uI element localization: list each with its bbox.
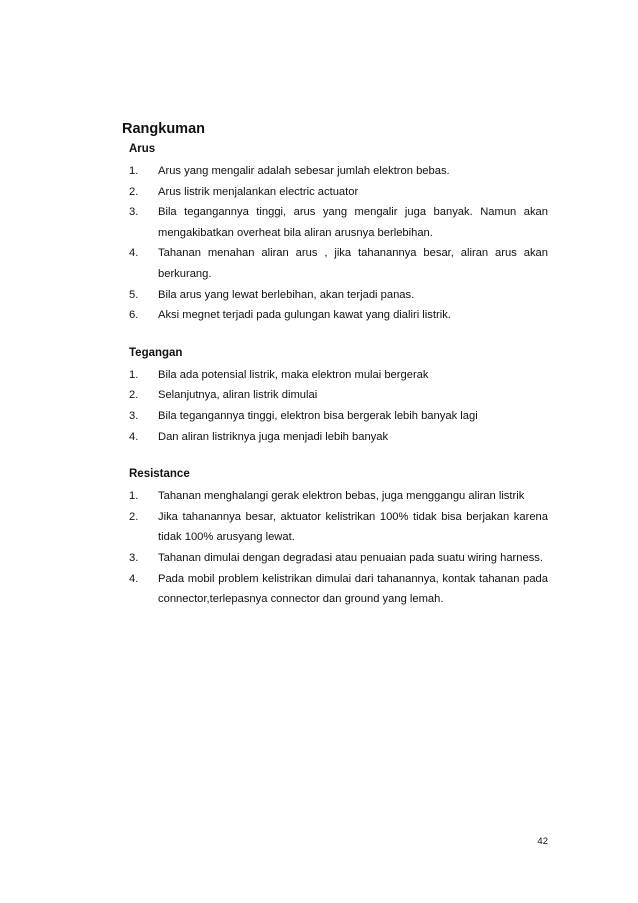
list-item xyxy=(129,427,548,448)
item-text: Tahanan menghalangi gerak elektron bebas, juga menggangu aliran listrik xyxy=(158,490,525,503)
page-title: Rangkuman xyxy=(122,121,205,137)
item-number: 2. xyxy=(129,185,139,198)
item-text: Bila arus yang lewat berlebihan, akan terjadi panas. xyxy=(158,288,415,301)
list-item xyxy=(129,507,548,548)
summary-content xyxy=(129,142,548,630)
item-number: 3. xyxy=(129,409,139,422)
item-text: Selanjutnya, aliran listrik dimulai xyxy=(158,389,318,402)
list-item xyxy=(129,569,548,610)
section-tegangan xyxy=(129,346,548,447)
list-item xyxy=(129,385,548,406)
section-arus xyxy=(129,142,548,326)
item-number: 6. xyxy=(129,309,139,322)
section-resistance xyxy=(129,467,548,610)
item-number: 2. xyxy=(129,389,139,402)
item-text: Bila ada potensial listrik, maka elektron mulai bergerak xyxy=(158,368,429,381)
item-text: Jika tahanannya besar, aktuator kelistrikan 100% tidak bisa berjakan karena tidak 100% arusyang lewat. xyxy=(158,510,548,544)
item-text: Aksi megnet terjadi pada gulungan kawat yang dialiri listrik. xyxy=(158,309,451,322)
page-number: 42 xyxy=(537,836,548,847)
section-heading: Resistance xyxy=(129,468,190,481)
item-number: 4. xyxy=(129,430,139,443)
item-text: Tahanan dimulai dengan degradasi atau penuaian pada suatu wiring harness. xyxy=(158,551,544,564)
list-item xyxy=(129,161,548,182)
list-item xyxy=(129,406,548,427)
list-item xyxy=(129,486,548,507)
list-item xyxy=(129,305,548,326)
item-number: 1. xyxy=(129,490,139,503)
item-number: 3. xyxy=(129,206,139,219)
item-text: Tahanan menahan aliran arus , jika tahanannya besar, aliran arus akan berkurang. xyxy=(158,247,548,280)
list-item xyxy=(129,202,548,243)
list-item xyxy=(129,182,548,203)
item-number: 2. xyxy=(129,510,139,523)
item-text: Bila tegangannya tinggi, elektron bisa bergerak lebih banyak lagi xyxy=(158,409,478,422)
section-heading: Arus xyxy=(129,143,156,155)
item-number: 4. xyxy=(129,247,139,260)
item-text: Pada mobil problem kelistrikan dimulai dari tahanannya, kontak tahanan pada connector,terlepasnya connector dan ground yang lemah. xyxy=(158,572,548,606)
item-number: 5. xyxy=(129,288,139,301)
list-item xyxy=(129,285,548,306)
list-item xyxy=(129,243,548,284)
item-text: Dan aliran listriknya juga menjadi lebih banyak xyxy=(158,430,389,443)
item-text: Arus yang mengalir adalah sebesar jumlah elektron bebas. xyxy=(158,165,450,177)
item-number: 3. xyxy=(129,551,139,564)
item-number: 1. xyxy=(129,165,139,177)
item-text: Arus listrik menjalankan electric actuator xyxy=(158,185,359,198)
item-number: 1. xyxy=(129,368,139,381)
list-item xyxy=(129,365,548,386)
item-number: 4. xyxy=(129,572,139,585)
item-text: Bila tegangannya tinggi, arus yang mengalir juga banyak. Namun akan mengakibatkan overheat bila aliran arusnya berlebihan. xyxy=(158,206,548,239)
list-item xyxy=(129,548,548,569)
section-heading: Tegangan xyxy=(129,346,183,359)
